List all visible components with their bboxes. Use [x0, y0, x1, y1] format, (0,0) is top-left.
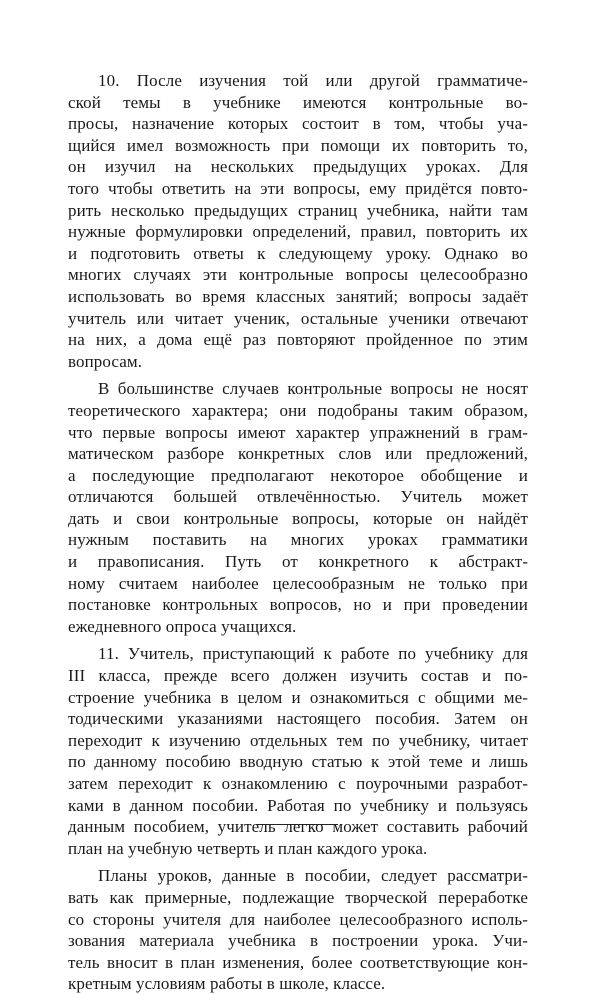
text-line: ками в данном пособии. Работая по учебнику и пользуясь: [68, 795, 528, 815]
text-line: строение учебника в целом и ознакомиться с общими ме-: [68, 687, 528, 707]
text-line: теоретического характера; они подобраны таким образом,: [68, 400, 528, 420]
text-line: просы, назначение которых состоит в том, чтобы уча-: [68, 114, 528, 134]
text-line: Планы уроков, данные в пособии, следует рассматри-: [98, 866, 528, 886]
text-line: В большинстве случаев контрольные вопросы не носят: [98, 379, 528, 399]
text-line: тель вносит в план изменения, более соответствующие кон-: [68, 952, 528, 972]
text-line: ской темы в учебнике имеются контрольные во-: [68, 92, 528, 112]
text-line: кретным условиям работы в школе, классе.: [68, 974, 386, 994]
text-line: того чтобы ответить на эти вопросы, ему придётся повто-: [68, 178, 528, 198]
text-line: матическом разборе конкретных слов или предложений,: [68, 444, 528, 464]
end-rule: [256, 824, 338, 825]
paragraph-11: [68, 643, 528, 859]
text-line: данным пособием, учитель легко может составить рабочий: [68, 817, 528, 837]
text-line: и правописания. Путь от конкретного к абстракт-: [68, 552, 528, 572]
text-line: а последующие предполагают некоторое обобщение и: [68, 465, 528, 485]
paragraph-control-questions: [68, 378, 528, 637]
text-line: вопросам.: [68, 351, 143, 371]
text-line: нужным поставить на многих уроках грамматики: [68, 530, 528, 550]
text-line: и подготовить ответы к следующему уроку. Однако во: [68, 243, 528, 263]
text-line: 10. После изучения той или другой грамматиче-: [98, 71, 528, 90]
text-line: что первые вопросы имеют характер упражнений в грам-: [68, 422, 528, 442]
text-line: на них, а дома ещё раз повторяют пройденное по этим: [68, 330, 528, 350]
text-line: зования материала учебника в построении урока. Учи-: [68, 931, 528, 951]
text-line: 11. Учитель, приступающий к работе по учебнику для: [98, 644, 528, 664]
paragraph-lesson-plans: [68, 865, 528, 995]
text-line: план на учебную четверть и план каждого урока.: [68, 838, 428, 858]
page-body: [68, 70, 528, 995]
text-line: щийся имел возможность при помощи их повторить то,: [68, 135, 528, 155]
text-line: многих случаях эти контрольные вопросы целесообразно: [68, 265, 528, 285]
text-line: отличаются большей отвлечённостью. Учитель может: [68, 487, 528, 507]
text-line: вать как примерные, подлежащие творческой переработке: [68, 887, 528, 907]
text-line: III класса, прежде всего должен изучить состав и по-: [68, 666, 528, 686]
text-line: ежедневного опроса учащихся.: [68, 616, 297, 636]
text-line: ному считаем наиболее целесообразным не только при: [68, 573, 528, 593]
text-line: затем переходит к ознакомлению с поурочными разработ-: [68, 774, 528, 793]
text-line: рить несколько предыдущих страниц учебника, найти там: [68, 200, 528, 220]
text-line: использовать во время классных занятий; вопросы задаёт: [68, 286, 528, 306]
text-line: по данному пособию вводную статью к этой теме и лишь: [68, 752, 528, 772]
text-line: переходит к изучению отдельных тем по учебнику, читает: [68, 730, 528, 750]
text-line: он изучил на нескольких предыдущих уроках. Для: [68, 157, 528, 177]
text-line: нужные формулировки определений, правил, повторить их: [68, 222, 528, 242]
text-line: учитель или читает ученик, остальные ученики отвечают: [68, 308, 528, 328]
text-line: дать и свои контрольные вопросы, которые он найдёт: [68, 508, 528, 528]
text-line: тодическими указаниями настоящего пособия. Затем он: [68, 709, 528, 729]
text-line: со стороны учителя для наиболее целесообразного исполь-: [68, 909, 528, 929]
paragraph-10: [68, 70, 528, 372]
text-line: постановке контрольных вопросов, но и при проведении: [68, 595, 528, 615]
